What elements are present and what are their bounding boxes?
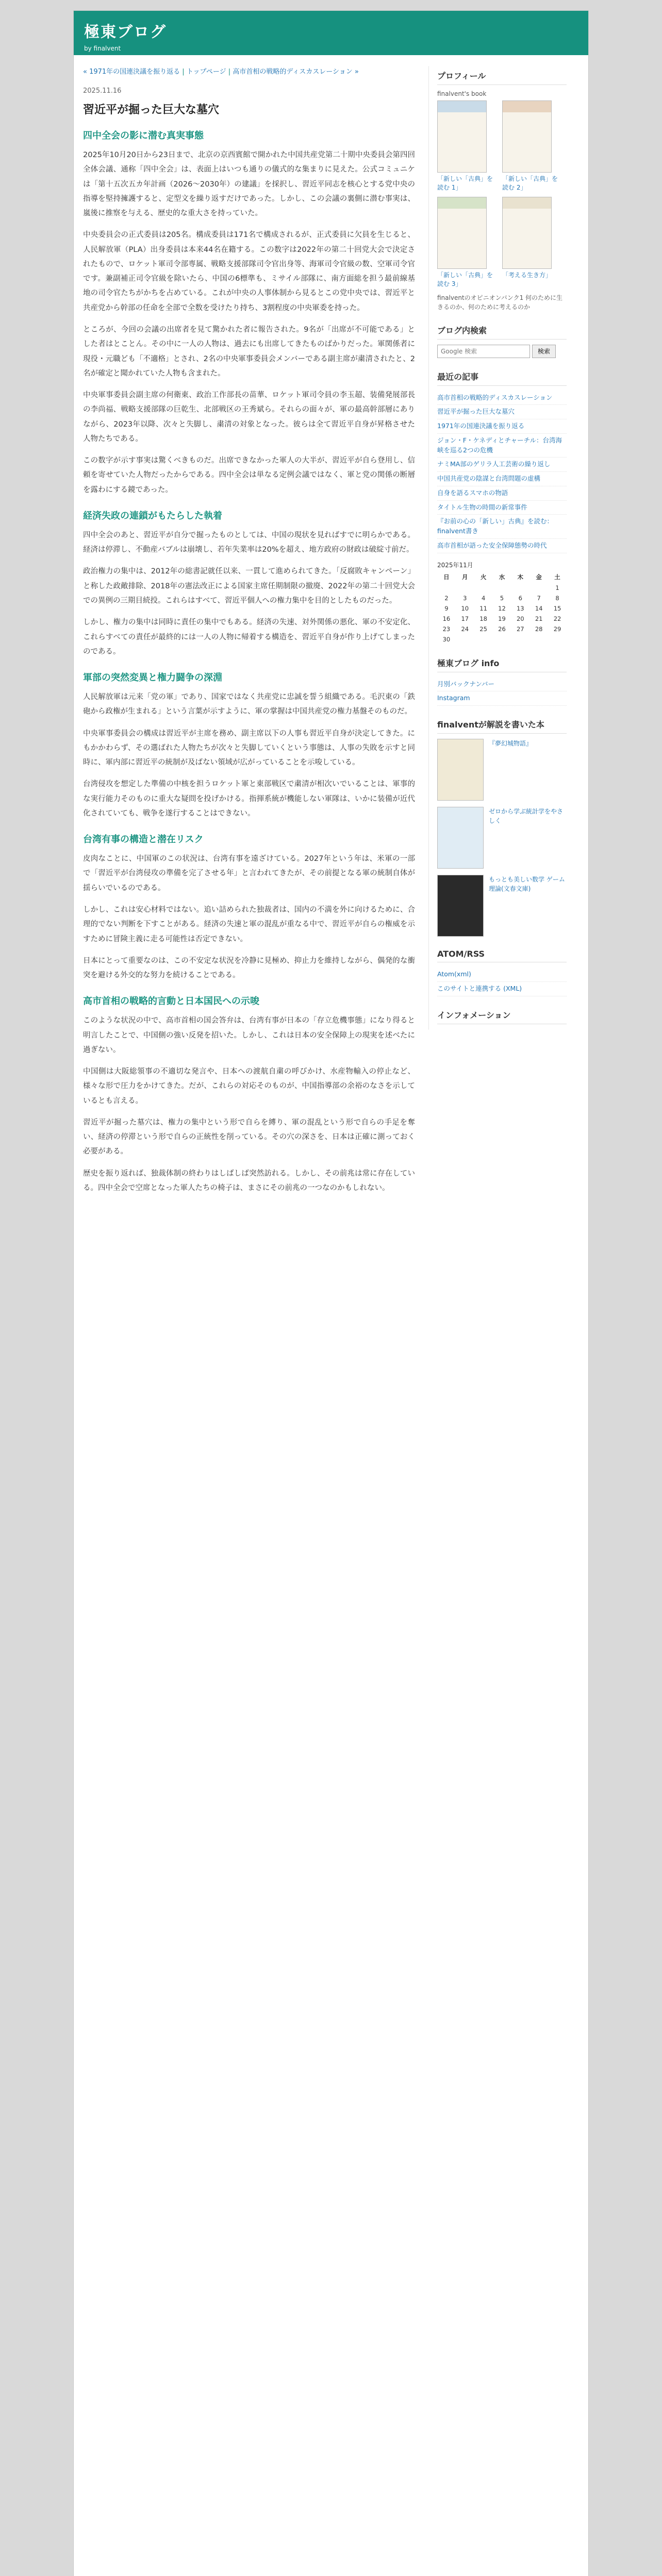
entry-body xyxy=(83,128,415,1195)
calendar-day[interactable]: 14 xyxy=(535,604,543,612)
main-column xyxy=(83,66,428,1202)
calendar-day[interactable]: 29 xyxy=(553,625,561,633)
nav-separator: | xyxy=(180,68,187,76)
recent-item xyxy=(437,515,567,539)
atom-heading: ATOM/RSS xyxy=(437,946,567,962)
entry-title[interactable]: 習近平が掘った巨大な墓穴 xyxy=(83,104,220,117)
recent-item-link[interactable]: タイトル生物の時間の新常事件 xyxy=(437,503,527,511)
recent-item xyxy=(437,405,567,419)
reco-list xyxy=(437,739,567,937)
calendar-day xyxy=(529,583,548,593)
reco-item[interactable] xyxy=(437,739,567,801)
calendar-day xyxy=(456,583,474,593)
content-wrap xyxy=(74,55,588,1202)
section-heading: 高市首相の戦略的言動と日本国民への示唆 xyxy=(83,996,259,1007)
reco-cover-image[interactable] xyxy=(437,807,484,869)
book-cover-image[interactable] xyxy=(502,100,552,173)
calendar-weekday: 木 xyxy=(517,573,524,581)
calendar-day[interactable]: 3 xyxy=(463,594,467,602)
calendar-weekday: 水 xyxy=(499,573,505,581)
entry-date: 2025.11.16 xyxy=(83,87,122,95)
calendar-weekday: 土 xyxy=(554,573,560,581)
book-cover-stripe xyxy=(438,101,486,112)
book-cover-stripe xyxy=(503,101,551,112)
body-paragraph: 習近平が掘った墓穴は、権力の集中という形で自らを縛り、軍の混乱という形で自らの手足を奪い、経済の停滞という形で自らの正統性を削っている。その穴の深さを、日本は正確に測っておく必要がある。 xyxy=(83,1118,415,1156)
calendar-day[interactable]: 23 xyxy=(442,625,451,633)
reco-title-link[interactable]: ゼロから学ぶ統計学をやさしく xyxy=(489,808,564,825)
recent-heading: 最近の記事 xyxy=(437,367,567,386)
book-item[interactable] xyxy=(437,197,498,289)
book-title-link[interactable]: 「新しい「古典」を読む 3」 xyxy=(437,271,493,288)
recent-item xyxy=(437,419,567,434)
links-heading: 極東ブログ info xyxy=(437,654,567,672)
calendar-day[interactable]: 7 xyxy=(537,594,541,602)
body-paragraph: 2025年10月20日から23日まで、北京の京西賓館で開かれた中国共産党第二十期中央委員会第四回全体会議、通称「四中全会」は、表面上はいつも通りの儀式的な集まりに見えた。公式コミュニケは「第十五次五カ年計画（2026〜2030年）の建議」を採択し、習近平同志を核心とする党中央の指導を堅持擁護すると、定型文を繰り返すだけであった。しかし、この会議の裏側に潜む事実は、嵐後に推察を与える、歴史的な重大さを持っていた。 xyxy=(83,151,415,218)
atom-list xyxy=(437,968,567,996)
info-link[interactable]: 月別バックナンバー xyxy=(437,680,495,688)
prev-entry-link[interactable]: « 1971年の国連決議を振り返る xyxy=(83,68,180,76)
calendar-day[interactable]: 9 xyxy=(444,604,449,612)
recent-item xyxy=(437,391,567,405)
calendar-day[interactable]: 21 xyxy=(535,615,543,622)
atom-item xyxy=(437,982,567,996)
atom-link[interactable]: このサイトと連携する (XML) xyxy=(437,984,522,992)
body-paragraph: しかし、これは安心材料ではない。追い詰められた独裁者は、国内の不満を外に向けるために、合理的でない判断を下すことがある。経済の失速と軍の混乱が重なる中で、習近平が自らの権威を示すために冒険主義に走る可能性は否定できない。 xyxy=(83,905,415,943)
recent-item-link[interactable]: 自身を語るスマホの物語 xyxy=(437,488,508,497)
book-cover-image[interactable] xyxy=(502,197,552,269)
body-paragraph: 日本にとって重要なのは、この不安定な状況を冷静に見極め、抑止力を維持しながら、偶発的な衝突を避ける外交的な努力を続けることである。 xyxy=(83,956,415,980)
body-paragraph: 歴史を振り返れば、独裁体制の終わりはしばしば突然訪れる。しかし、その前兆は常に存在している。四中全会で空席となった軍人たちの椅子は、まさにその前兆の一つなのかもしれない。 xyxy=(83,1169,415,1192)
book-title-link[interactable]: 「新しい「古典」を読む 1」 xyxy=(437,175,493,192)
calendar-day xyxy=(493,583,511,593)
reco-cover-image[interactable] xyxy=(437,875,484,937)
calendar-day[interactable]: 15 xyxy=(553,604,561,612)
reco-cover-image[interactable] xyxy=(437,739,484,801)
book-title-link[interactable]: 「考える生き方」 xyxy=(502,271,552,279)
calendar-day[interactable]: 11 xyxy=(479,604,487,612)
reco-title-link[interactable]: 『夢幻城物語』 xyxy=(489,740,533,748)
section-heading: 台湾有事の構造と潜在リスク xyxy=(83,834,204,845)
calendar-day[interactable]: 5 xyxy=(500,594,504,602)
calendar xyxy=(437,561,567,645)
calendar-day[interactable]: 18 xyxy=(479,615,487,622)
books-note[interactable]: finalventのオピニオンバンク1 何のために生きるのか、何のために考えるのか xyxy=(437,294,563,311)
calendar-day[interactable]: 22 xyxy=(553,615,561,622)
body-paragraph: 中央軍事委員会の構成は習近平が主席を務め、副主席以下の人事も習近平自身が決定してきた。にもかかわらず、その選ばれた人物たちが次々と失脚していくという事態は、人事の失敗を示すと同時に、軍内部に習近平の統制が及ばない領域が広がっていることを示唆している。 xyxy=(83,729,415,767)
search-heading: ブログ内検索 xyxy=(437,321,567,340)
recent-item xyxy=(437,486,567,501)
info-link[interactable]: Instagram xyxy=(437,694,470,702)
recent-item-link[interactable]: 習近平が掘った巨大な墓穴 xyxy=(437,408,515,416)
recent-item-link[interactable]: 『お前の心の「新しい」古典』を読む：finalvent書き xyxy=(437,517,554,535)
calendar-day[interactable]: 10 xyxy=(461,604,469,612)
entry-nav xyxy=(83,66,415,78)
book-grid xyxy=(437,100,567,289)
calendar-day[interactable]: 27 xyxy=(516,625,524,633)
section-heading: 経済失政の連鎖がもたらした執着 xyxy=(83,510,222,521)
calendar-day[interactable]: 30 xyxy=(442,635,451,643)
recent-item-link[interactable]: ナミMA部のゲリラ人工芸術の繰り返し xyxy=(437,460,551,468)
body-paragraph: 中央委員会の正式委員は205名。構成委員は171名で構成されるが、正式委員に欠員を生じると、人民解放軍（PLA）出身委員は本来44名在籍する。この数字は2022年の第二十回党大会で決定されたもので、ロケット軍司令部専属、戦略支援部隊司令官出身等、海軍司令官級の数、空軍司令官です。兼副補正司令官級を除いたら、中国の6標準も、ミサイル部隊に、南方面総を担う最前線基地の司令官たちがかちを占めている。これが中央の人事体制から見るとこの党中央では、習近平と共産党から幹部の任命を全部で全数を受けたり持ち、3割程度の中央軍委を持った。 xyxy=(83,231,415,312)
calendar-day[interactable]: 25 xyxy=(479,625,487,633)
calendar-day[interactable]: 13 xyxy=(516,604,524,612)
recent-item xyxy=(437,539,567,553)
calendar-weekday: 日 xyxy=(443,573,450,581)
calendar-day[interactable]: 19 xyxy=(498,615,506,622)
info-heading: インフォメーション xyxy=(437,1006,567,1024)
calendar-day xyxy=(548,634,567,645)
calendar-day[interactable]: 16 xyxy=(442,615,451,622)
book-cover-image[interactable] xyxy=(437,100,487,173)
book-item[interactable] xyxy=(502,197,563,289)
atom-link[interactable]: Atom(xml) xyxy=(437,970,471,978)
site-header xyxy=(74,11,588,55)
section-heading: 軍部の突然変異と権力闘争の深淵 xyxy=(83,672,222,684)
calendar-day xyxy=(474,634,493,645)
body-paragraph: しかし、権力の集中は同時に責任の集中でもある。経済の失速、対外関係の悪化、軍の不安定化、これらすべての責任が最終的には一人の人物に帰着する構造を、習近平自身が作り上げてしまったのである。 xyxy=(83,618,415,656)
body-paragraph: 台湾侵攻を想定した準備の中核を担うロケット軍と東部戦区で粛清が相次いでいることは、軍事的な実行能力そのものに重大な疑問を投げかける。指揮系統が機能しない軍隊は、いかに装備が近代化されていても、戦争を遂行することはできない。 xyxy=(83,780,415,818)
book-cover-stripe xyxy=(438,197,486,209)
calendar-day[interactable]: 6 xyxy=(518,594,522,602)
links-list xyxy=(437,677,567,706)
nav-separator: | xyxy=(226,68,233,76)
search-row xyxy=(437,345,567,358)
book-cover-image[interactable] xyxy=(437,197,487,269)
search-input[interactable] xyxy=(437,345,530,358)
calendar-day xyxy=(437,583,456,593)
recent-item xyxy=(437,434,567,458)
calendar-day xyxy=(493,634,511,645)
info-item xyxy=(437,691,567,706)
sidebar xyxy=(428,66,567,1029)
body-paragraph: 皮肉なことに、中国軍のこの状況は、台湾有事を遠ざけている。2027年という年は、米軍の一部で「習近平が台湾侵攻の準備を完了させる年」と言われてきたが、その前提となる軍の統制自体が揺らいでいるのである。 xyxy=(83,855,415,892)
calendar-weekday: 火 xyxy=(480,573,487,581)
section-heading: 四中全会の影に潜む真実事態 xyxy=(83,130,204,142)
calendar-day[interactable]: 24 xyxy=(461,625,469,633)
body-paragraph: 人民解放軍は元来「党の軍」であり、国家ではなく共産党に忠誠を誓う組織である。毛沢東の「鉄砲から政権が生まれる」という言葉が示すように、軍の掌握は中国共産党の権力基盤そのものだ。 xyxy=(83,693,415,716)
recent-item-link[interactable]: 高市首相の戦略的ディスカスレーション xyxy=(437,393,553,401)
book-item[interactable] xyxy=(437,100,498,193)
calendar-weekday: 月 xyxy=(462,573,468,581)
body-paragraph: 中国側は大阪総領事の不適切な発言や、日本への渡航自粛の呼びかけ、水産物輸入の停止など、様々な形で圧力をかけてきた。だが、これらの対応そのものが、中国指導部の余裕のなさを示しているとも言える。 xyxy=(83,1067,415,1105)
info-item xyxy=(437,677,567,692)
body-paragraph: 四中全会のあと、習近平が自分で掘ったものとしては、中国の現状を見ればすでに明らかである。経済は停滞し、不動産バブルは崩壊し、若年失業率は20%を超え、地方政府の財政は破綻寸前だ。 xyxy=(83,531,415,554)
calendar-caption: 2025年11月 xyxy=(437,561,473,569)
reco-heading: finalventが解説を書いた本 xyxy=(437,715,567,734)
calendar-day[interactable]: 2 xyxy=(444,594,449,602)
calendar-day[interactable]: 12 xyxy=(498,604,506,612)
reco-item[interactable] xyxy=(437,875,567,937)
calendar-day[interactable]: 17 xyxy=(461,615,469,622)
calendar-day[interactable]: 1 xyxy=(555,584,559,591)
recent-item xyxy=(437,472,567,486)
recent-item xyxy=(437,501,567,515)
calendar-day[interactable]: 8 xyxy=(555,594,559,602)
page xyxy=(73,10,589,2576)
calendar-day xyxy=(529,634,548,645)
calendar-day[interactable]: 26 xyxy=(498,625,506,633)
calendar-day xyxy=(456,634,474,645)
next-entry-link[interactable]: 高市首相の戦略的ディスカスレーション » xyxy=(233,68,359,76)
calendar-day xyxy=(474,583,493,593)
calendar-day[interactable]: 28 xyxy=(535,625,543,633)
reco-item[interactable] xyxy=(437,807,567,869)
calendar-day[interactable]: 4 xyxy=(481,594,486,602)
recent-list xyxy=(437,391,567,553)
book-title-link[interactable]: 「新しい「古典」を読む 2」 xyxy=(502,175,558,192)
body-paragraph: この数字が示す事実は驚くべきものだ。出席できなかった軍人の大半が、習近平が自ら登用し、信頼を寄せていた人物だったからである。四中全会は単なる定例会議ではなく、軍と党の関係の断層を露わにする鏡であった。 xyxy=(83,456,415,494)
recent-item xyxy=(437,457,567,472)
calendar-day xyxy=(511,583,529,593)
book-item[interactable] xyxy=(502,100,563,193)
calendar-weekday: 金 xyxy=(536,573,542,581)
recent-item-link[interactable]: ジョン・F・ケネディとチャーチル：台湾海峡を巡る2つの危機 xyxy=(437,436,562,454)
body-paragraph: このような状況の中で、高市首相の国会答弁は、台湾有事が日本の「存立危機事態」になり得ると明言したことで、中国側の強い反発を招いた。しかし、これは日本の安全保障上の現実を述べたに過ぎない。 xyxy=(83,1016,415,1054)
reco-title-link[interactable]: もっとも美しい数学 ゲーム理論(文春文庫) xyxy=(489,876,565,893)
calendar-day[interactable]: 20 xyxy=(516,615,524,622)
recent-item-link[interactable]: 1971年の国連決議を振り返る xyxy=(437,422,525,430)
atom-item xyxy=(437,968,567,982)
site-subtitle: by finalvent xyxy=(84,45,121,52)
site-title[interactable]: 極東ブログ xyxy=(84,23,167,41)
calendar-day xyxy=(511,634,529,645)
book-cover-stripe xyxy=(503,197,551,209)
top-page-link[interactable]: トップページ xyxy=(186,68,226,76)
profile-name[interactable]: finalvent's book xyxy=(437,90,487,97)
profile-heading: プロフィール xyxy=(437,66,567,85)
recent-item-link[interactable]: 中国共産党の陰謀と台湾問題の虚構 xyxy=(437,474,541,483)
recent-item-link[interactable]: 高市首相が語った安全保障態勢の時代 xyxy=(437,541,547,549)
search-button[interactable]: 検索 xyxy=(532,345,556,358)
body-paragraph: 政治権力の集中は、2012年の総書記就任以来、一貫して進められてきた。「反腐敗キャンペーン」と称した政敵排除、2018年の憲法改正による国家主席任期制限の撤廃、2022年の第二十回党大会での異例の三期目続投。これらはすべて、習近平個人への権力集中を目的としたものだった。 xyxy=(83,567,415,605)
calendar-wrap xyxy=(437,561,567,645)
body-paragraph: ところが、今回の会議の出席者を見て驚かれた者に報告された。9名が「出席が不可能である」とした者はとことん。その中に一人の人物は、過去にも出席してきたものばかりだった。軍関係者に現役・元職ども「不適格」とされ、2名の中央軍事委員会メンバーである副主席が粛清されたと、2名が確定と聞かれていた人物も含まれた。 xyxy=(83,326,415,378)
body-paragraph: 中央軍事委員会副主席の何衛東、政治工作部長の苗華、ロケット軍司令員の李玉超、装備発展部長の李尚福、戦略支援部隊の巨乾生、北部戦区の王秀斌ら。それらの面々が、軍の最高幹部層にありながら、2023年以降、次々と失脚し、粛清の対象となった。彼らは全て習近平自身が昇格させた人物たちである。 xyxy=(83,391,415,443)
